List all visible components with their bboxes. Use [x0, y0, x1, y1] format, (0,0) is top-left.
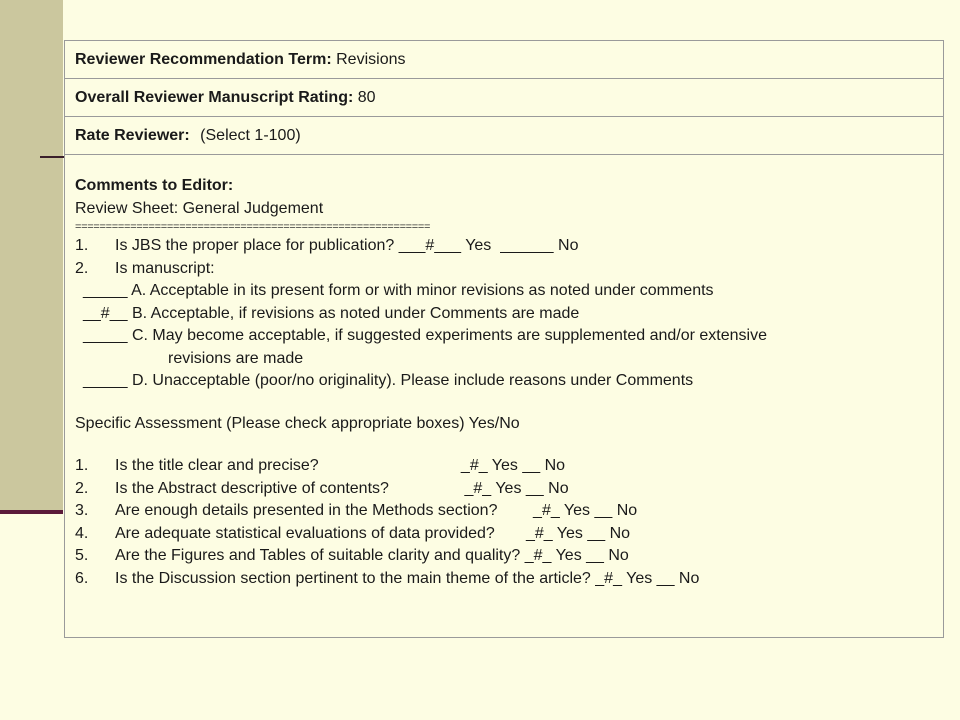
assessment-item — [75, 500, 933, 523]
option-a — [75, 280, 933, 303]
item-answer: _#_ Yes __ No — [524, 547, 629, 564]
rating-value: 80 — [357, 89, 376, 106]
assessment-item — [75, 568, 933, 591]
item-text: Are the Figures and Tables of suitable clarity and quality? — [115, 547, 521, 564]
item-answer: _#_ Yes __ No — [533, 502, 638, 519]
option-c-text: C. May become acceptable, if suggested experiments are supplemented and/or extensive — [131, 327, 767, 344]
item-text: Is the title clear and precise? — [115, 457, 319, 474]
separator-line: ========================================================== — [75, 221, 431, 233]
option-d-blank: _____ — [83, 372, 128, 389]
rate-reviewer-row — [65, 117, 943, 155]
assessment-item — [75, 478, 933, 501]
item-answer: _#_ Yes __ No — [464, 479, 569, 497]
review-form-card — [64, 40, 944, 638]
item-number: 5. — [75, 547, 89, 564]
q1-yes: Yes — [465, 237, 492, 254]
rate-reviewer-select[interactable]: (Select 1-100) — [200, 127, 301, 144]
item-answer: _#_ Yes __ No — [525, 524, 631, 542]
q1-text: Is JBS the proper place for publication? — [115, 237, 395, 254]
q1-yes-blank: ___#___ — [398, 237, 462, 254]
option-a-blank: _____ — [83, 282, 128, 299]
rating-row — [65, 79, 943, 117]
assessment-item — [75, 545, 933, 568]
recommendation-value: Revisions — [336, 51, 406, 68]
option-b-blank: __#__ — [83, 304, 128, 322]
specific-assessment-heading: Specific Assessment (Please check appropriate boxes) Yes/No — [75, 414, 520, 432]
item-number: 1. — [75, 457, 89, 474]
q1-no: No — [558, 237, 579, 254]
rate-reviewer-label: Rate Reviewer: — [75, 127, 190, 144]
option-d — [75, 370, 933, 393]
question-1 — [75, 235, 933, 258]
option-c-continued: revisions are made — [168, 349, 304, 367]
rating-label: Overall Reviewer Manuscript Rating: — [75, 89, 354, 106]
item-text: Is the Abstract descriptive of contents? — [115, 479, 389, 497]
item-number: 6. — [75, 569, 89, 587]
option-c — [75, 325, 933, 348]
q1-number: 1. — [75, 237, 89, 254]
option-c-blank: _____ — [83, 327, 128, 344]
q2-text: Is manuscript: — [115, 259, 215, 277]
option-a-text: A. Acceptable in its present form or with minor revisions as noted under comments — [131, 282, 714, 299]
recommendation-label: Reviewer Recommendation Term: — [75, 51, 332, 68]
option-b-text: B. Acceptable, if revisions as noted under Comments are made — [131, 304, 580, 322]
question-2 — [75, 258, 933, 281]
item-answer: _#_ Yes __ No — [460, 457, 566, 474]
item-text: Is the Discussion section pertinent to the main theme of the article? — [115, 569, 591, 587]
item-number: 2. — [75, 479, 89, 497]
item-text: Are adequate statistical evaluations of data provided? — [115, 524, 495, 542]
q2-number: 2. — [75, 259, 89, 277]
item-answer: _#_ Yes __ No — [595, 569, 700, 587]
option-d-text: D. Unacceptable (poor/no originality). Please include reasons under Comments — [131, 372, 694, 389]
recommendation-row — [65, 41, 943, 79]
assessment-item — [75, 455, 933, 478]
option-b — [75, 303, 933, 326]
q1-no-blank: ______ — [500, 237, 554, 254]
item-text: Are enough details presented in the Methods section? — [115, 502, 498, 519]
review-sheet-title: Review Sheet: General Judgement — [75, 199, 324, 217]
comments-heading: Comments to Editor: — [75, 177, 234, 194]
item-number: 3. — [75, 502, 89, 519]
comments-section — [65, 155, 943, 590]
assessment-item — [75, 523, 933, 546]
left-decor-underline — [0, 510, 63, 514]
item-number: 4. — [75, 524, 89, 542]
left-decor-bar — [0, 0, 63, 512]
